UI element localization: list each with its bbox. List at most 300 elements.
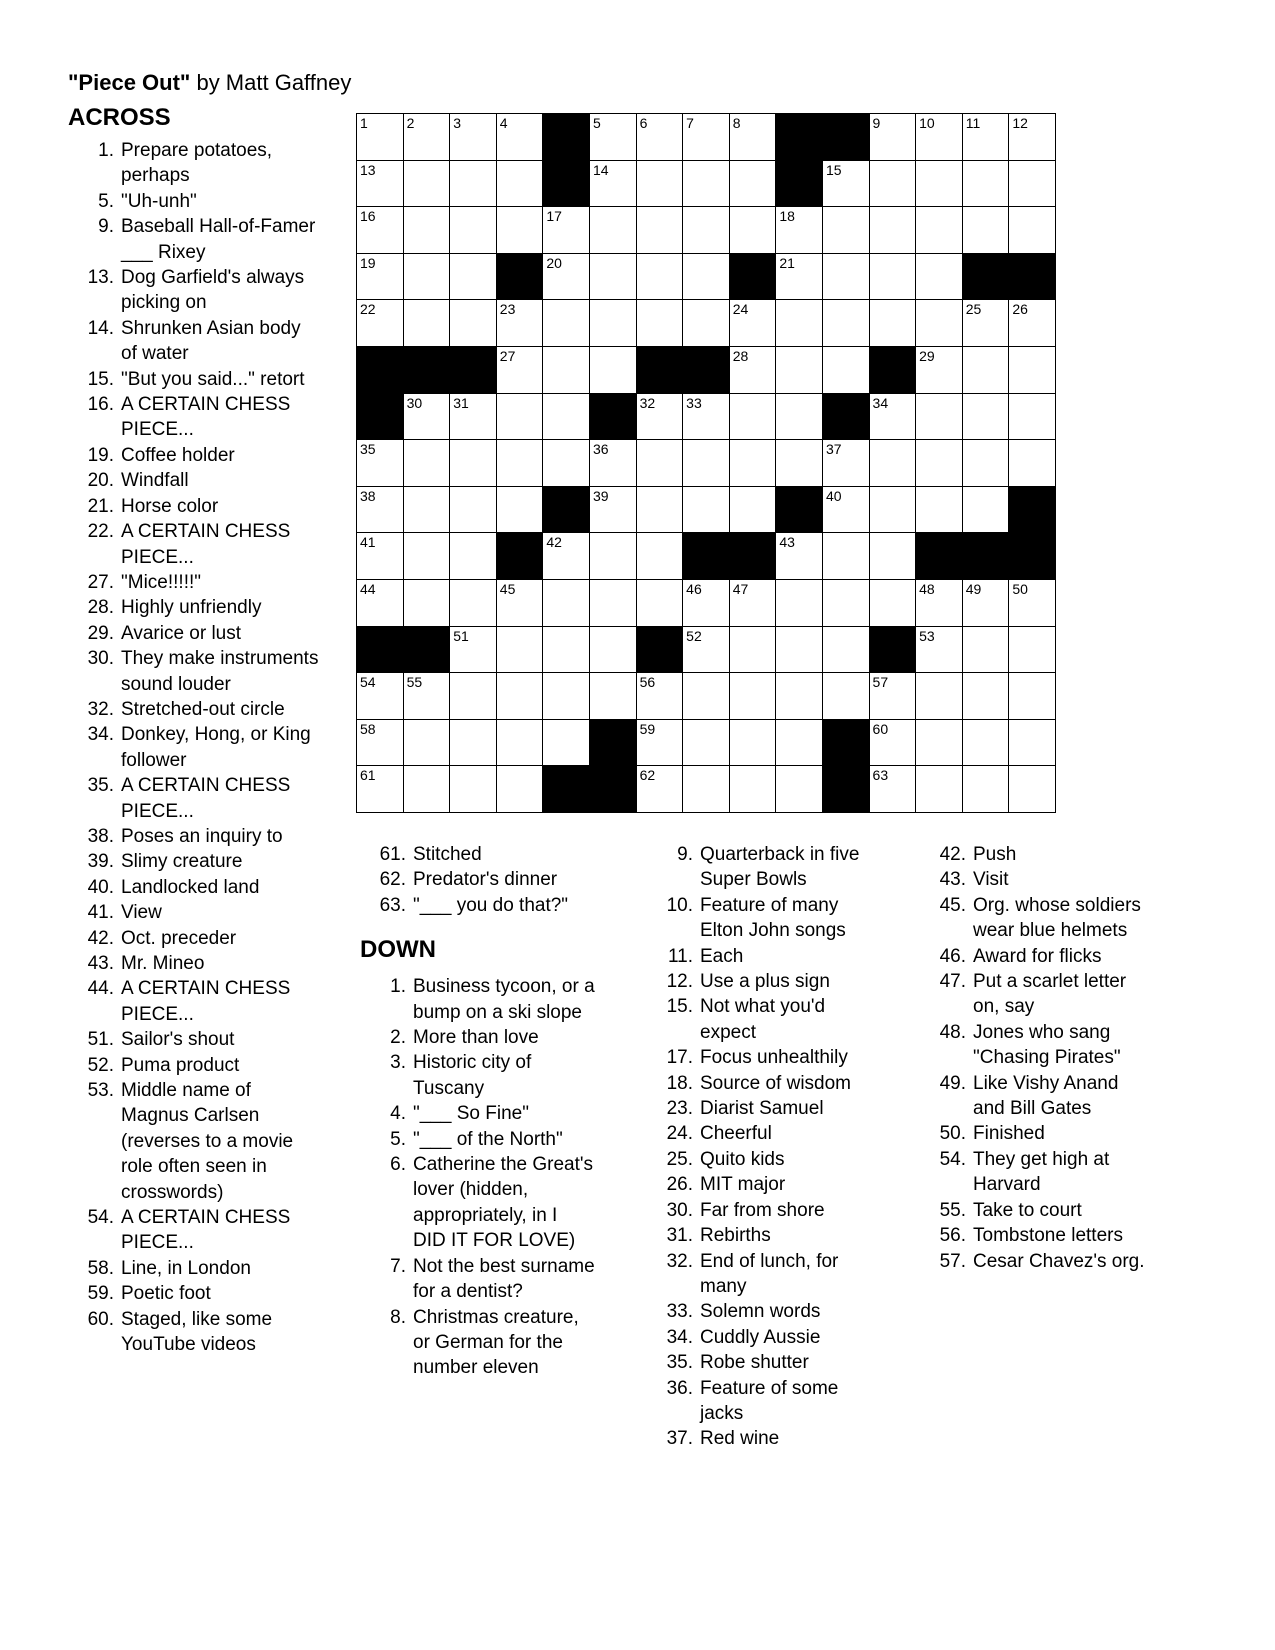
grid-cell[interactable] bbox=[637, 300, 684, 347]
grid-cell-number: 18 bbox=[779, 208, 795, 225]
grid-cell[interactable] bbox=[776, 720, 823, 767]
clue-text: Source of wisdom bbox=[700, 1072, 852, 1094]
grid-cell[interactable] bbox=[404, 207, 451, 254]
grid-cell[interactable] bbox=[357, 580, 404, 627]
clue-item bbox=[68, 646, 324, 697]
grid-cell[interactable] bbox=[683, 254, 730, 301]
grid-cell[interactable] bbox=[776, 580, 823, 627]
clue-text: Coffee holder bbox=[121, 444, 235, 466]
grid-cell[interactable] bbox=[497, 673, 544, 720]
grid-cell[interactable] bbox=[916, 347, 963, 394]
grid-cell[interactable] bbox=[1009, 580, 1056, 627]
clue-item bbox=[641, 1376, 881, 1427]
grid-cell-number: 43 bbox=[779, 534, 795, 551]
grid-cell[interactable] bbox=[590, 440, 637, 487]
grid-cell[interactable] bbox=[730, 114, 777, 161]
grid-cell[interactable] bbox=[590, 254, 637, 301]
clue-item bbox=[68, 926, 324, 951]
clue-item bbox=[68, 595, 324, 620]
grid-cell-number: 12 bbox=[1012, 115, 1028, 131]
grid-cell[interactable] bbox=[590, 347, 637, 394]
clue-item bbox=[641, 1147, 881, 1172]
clue-item bbox=[68, 1281, 324, 1306]
grid-cell[interactable] bbox=[404, 533, 451, 580]
grid-cell[interactable] bbox=[823, 347, 870, 394]
grid-cell-black bbox=[823, 720, 870, 767]
grid-cell[interactable] bbox=[590, 487, 637, 534]
grid-cell[interactable] bbox=[404, 487, 451, 534]
grid-cell[interactable] bbox=[497, 440, 544, 487]
grid-cell[interactable] bbox=[637, 394, 684, 441]
grid-cell[interactable] bbox=[357, 440, 404, 487]
grid-cell[interactable] bbox=[1009, 347, 1056, 394]
grid-cell[interactable] bbox=[637, 440, 684, 487]
clue-item bbox=[68, 494, 324, 519]
grid-cell[interactable] bbox=[543, 580, 590, 627]
grid-cell-black bbox=[870, 627, 917, 674]
grid-cell-number: 13 bbox=[360, 161, 376, 178]
grid-cell[interactable] bbox=[730, 394, 777, 441]
grid-cell[interactable] bbox=[683, 394, 730, 441]
grid-cell[interactable] bbox=[683, 300, 730, 347]
clue-text: End of lunch, for many bbox=[700, 1250, 839, 1297]
grid-cell[interactable] bbox=[870, 766, 917, 813]
grid-cell[interactable] bbox=[683, 207, 730, 254]
grid-cell-number: 38 bbox=[360, 487, 376, 504]
grid-cell[interactable] bbox=[357, 114, 404, 161]
grid-cell[interactable] bbox=[404, 114, 451, 161]
grid-cell[interactable] bbox=[963, 720, 1010, 767]
grid-cell[interactable] bbox=[404, 580, 451, 627]
grid-cell[interactable] bbox=[497, 300, 544, 347]
grid-cell[interactable] bbox=[683, 487, 730, 534]
grid-cell[interactable] bbox=[916, 114, 963, 161]
clue-number: 10. bbox=[666, 894, 693, 916]
grid-cell[interactable] bbox=[870, 300, 917, 347]
clue-text: They make instruments sound louder bbox=[121, 648, 319, 695]
clue-text: "Uh-unh" bbox=[121, 190, 197, 212]
grid-cell[interactable] bbox=[683, 440, 730, 487]
grid-cell[interactable] bbox=[543, 207, 590, 254]
grid-cell-black bbox=[1009, 254, 1056, 301]
grid-cell[interactable] bbox=[1009, 766, 1056, 813]
grid-cell[interactable] bbox=[870, 394, 917, 441]
clue-item bbox=[68, 1053, 324, 1078]
grid-cell[interactable] bbox=[497, 394, 544, 441]
bottom-column-1 bbox=[354, 842, 614, 1381]
clue-number: 31. bbox=[666, 1225, 693, 1247]
grid-cell[interactable] bbox=[916, 254, 963, 301]
grid-cell[interactable] bbox=[730, 347, 777, 394]
grid-cell[interactable] bbox=[776, 394, 823, 441]
grid-cell[interactable] bbox=[497, 580, 544, 627]
grid-cell-black bbox=[823, 766, 870, 813]
grid-cell-black bbox=[823, 114, 870, 161]
clue-number: 35. bbox=[666, 1352, 693, 1374]
clue-item bbox=[914, 1249, 1159, 1274]
grid-cell[interactable] bbox=[963, 487, 1010, 534]
across-clue-list-continued bbox=[354, 842, 614, 918]
grid-cell[interactable] bbox=[963, 580, 1010, 627]
clue-text: Finished bbox=[973, 1123, 1045, 1145]
clue-number: 7. bbox=[390, 1255, 406, 1277]
grid-cell[interactable] bbox=[916, 766, 963, 813]
grid-cell[interactable] bbox=[543, 394, 590, 441]
grid-cell[interactable] bbox=[683, 673, 730, 720]
grid-cell[interactable] bbox=[404, 673, 451, 720]
clue-number: 47. bbox=[939, 971, 966, 993]
grid-cell[interactable] bbox=[543, 254, 590, 301]
grid-cell[interactable] bbox=[1009, 673, 1056, 720]
grid-cell[interactable] bbox=[450, 627, 497, 674]
grid-cell[interactable] bbox=[450, 254, 497, 301]
grid-cell[interactable] bbox=[776, 300, 823, 347]
grid-cell-black bbox=[543, 161, 590, 208]
clue-item bbox=[68, 214, 324, 265]
grid-cell[interactable] bbox=[590, 300, 637, 347]
grid-cell-number: 53 bbox=[919, 627, 935, 644]
grid-cell[interactable] bbox=[450, 440, 497, 487]
clue-item bbox=[914, 1071, 1159, 1122]
clue-text: Red wine bbox=[700, 1428, 780, 1450]
clue-item bbox=[354, 842, 614, 867]
grid-cell[interactable] bbox=[823, 300, 870, 347]
grid-cell-number: 29 bbox=[919, 347, 935, 364]
grid-cell[interactable] bbox=[404, 766, 451, 813]
grid-cell[interactable] bbox=[730, 440, 777, 487]
grid-cell[interactable] bbox=[776, 347, 823, 394]
clue-item bbox=[914, 1121, 1159, 1146]
clue-item bbox=[68, 1205, 324, 1256]
grid-cell[interactable] bbox=[1009, 394, 1056, 441]
grid-cell[interactable] bbox=[1009, 114, 1056, 161]
grid-cell[interactable] bbox=[730, 766, 777, 813]
grid-cell[interactable] bbox=[730, 673, 777, 720]
clue-text: Feature of some jacks bbox=[700, 1377, 839, 1424]
clue-text: Cesar Chavez's org. bbox=[973, 1250, 1145, 1272]
grid-cell[interactable] bbox=[357, 673, 404, 720]
clue-number: 19. bbox=[87, 444, 114, 466]
grid-cell[interactable] bbox=[683, 720, 730, 767]
grid-cell-black bbox=[404, 627, 451, 674]
grid-cell[interactable] bbox=[870, 673, 917, 720]
grid-cell[interactable] bbox=[870, 533, 917, 580]
grid-cell[interactable] bbox=[823, 254, 870, 301]
grid-cell[interactable] bbox=[963, 394, 1010, 441]
grid-cell[interactable] bbox=[543, 347, 590, 394]
grid-cell[interactable] bbox=[963, 440, 1010, 487]
grid-cell[interactable] bbox=[450, 487, 497, 534]
grid-cell[interactable] bbox=[823, 440, 870, 487]
clue-item bbox=[641, 1426, 881, 1451]
grid-cell[interactable] bbox=[357, 766, 404, 813]
grid-cell[interactable] bbox=[916, 627, 963, 674]
clue-number: 57. bbox=[939, 1250, 966, 1272]
grid-cell[interactable] bbox=[963, 766, 1010, 813]
grid-cell[interactable] bbox=[543, 627, 590, 674]
grid-cell[interactable] bbox=[357, 254, 404, 301]
grid-cell[interactable] bbox=[730, 300, 777, 347]
clue-text: Stretched-out circle bbox=[121, 698, 285, 720]
clue-number: 18. bbox=[666, 1072, 693, 1094]
clue-text: A CERTAIN CHESS PIECE... bbox=[121, 394, 291, 441]
clue-text: A CERTAIN CHESS PIECE... bbox=[121, 978, 291, 1025]
grid-cell[interactable] bbox=[497, 627, 544, 674]
grid-cell[interactable] bbox=[637, 487, 684, 534]
crossword-grid[interactable] bbox=[356, 113, 1056, 813]
grid-cell-number: 26 bbox=[1012, 301, 1028, 318]
grid-cell[interactable] bbox=[776, 766, 823, 813]
grid-cell[interactable] bbox=[497, 161, 544, 208]
grid-cell[interactable] bbox=[963, 161, 1010, 208]
grid-cell[interactable] bbox=[916, 161, 963, 208]
grid-cell[interactable] bbox=[916, 440, 963, 487]
clue-number: 5. bbox=[390, 1128, 406, 1150]
grid-cell[interactable] bbox=[870, 487, 917, 534]
clue-number: 15. bbox=[666, 996, 693, 1018]
grid-cell[interactable] bbox=[637, 580, 684, 627]
grid-cell[interactable] bbox=[870, 114, 917, 161]
grid-cell[interactable] bbox=[637, 533, 684, 580]
grid-cell[interactable] bbox=[683, 766, 730, 813]
grid-cell[interactable] bbox=[823, 580, 870, 627]
grid-cell[interactable] bbox=[404, 300, 451, 347]
grid-cell[interactable] bbox=[543, 300, 590, 347]
grid-cell[interactable] bbox=[357, 300, 404, 347]
grid-cell[interactable] bbox=[870, 580, 917, 627]
grid-cell[interactable] bbox=[543, 533, 590, 580]
grid-cell[interactable] bbox=[730, 720, 777, 767]
grid-cell[interactable] bbox=[776, 207, 823, 254]
grid-cell[interactable] bbox=[730, 487, 777, 534]
grid-cell-number: 25 bbox=[965, 301, 982, 318]
grid-cell[interactable] bbox=[1009, 207, 1056, 254]
grid-cell[interactable] bbox=[963, 627, 1010, 674]
clue-number: 43. bbox=[87, 953, 114, 974]
clue-number: 27. bbox=[87, 571, 114, 593]
grid-cell[interactable] bbox=[823, 533, 870, 580]
grid-cell[interactable] bbox=[590, 533, 637, 580]
grid-cell[interactable] bbox=[357, 207, 404, 254]
clue-item bbox=[914, 1020, 1159, 1071]
grid-cell[interactable] bbox=[404, 161, 451, 208]
grid-cell[interactable] bbox=[450, 161, 497, 208]
clue-item bbox=[68, 697, 324, 722]
clue-text: Quito kids bbox=[700, 1148, 785, 1170]
grid-cell[interactable] bbox=[497, 114, 544, 161]
grid-cell[interactable] bbox=[683, 114, 730, 161]
grid-cell[interactable] bbox=[963, 207, 1010, 254]
grid-cell[interactable] bbox=[637, 673, 684, 720]
grid-cell[interactable] bbox=[543, 720, 590, 767]
grid-cell[interactable] bbox=[916, 673, 963, 720]
grid-cell[interactable] bbox=[683, 580, 730, 627]
clue-text: "___ of the North" bbox=[413, 1128, 563, 1150]
grid-cell-black bbox=[543, 114, 590, 161]
grid-cell-number: 36 bbox=[592, 441, 609, 458]
grid-cell[interactable] bbox=[823, 487, 870, 534]
grid-cell-black bbox=[776, 487, 823, 534]
grid-cell[interactable] bbox=[637, 720, 684, 767]
grid-cell[interactable] bbox=[404, 254, 451, 301]
grid-cell[interactable] bbox=[870, 720, 917, 767]
grid-cell[interactable] bbox=[916, 300, 963, 347]
clue-number: 37. bbox=[666, 1428, 693, 1450]
clue-item bbox=[354, 1254, 614, 1305]
grid-cell[interactable] bbox=[776, 627, 823, 674]
grid-cell-black bbox=[404, 347, 451, 394]
clue-item bbox=[641, 1172, 881, 1197]
grid-cell-black bbox=[776, 114, 823, 161]
clue-number: 63. bbox=[379, 894, 406, 916]
grid-cell[interactable] bbox=[497, 766, 544, 813]
grid-cell[interactable] bbox=[590, 673, 637, 720]
grid-cell[interactable] bbox=[357, 161, 404, 208]
clue-item bbox=[354, 1127, 614, 1152]
grid-cell[interactable] bbox=[916, 720, 963, 767]
grid-cell[interactable] bbox=[1009, 720, 1056, 767]
clue-item bbox=[641, 1198, 881, 1223]
grid-cell-number: 58 bbox=[360, 720, 376, 737]
grid-cell[interactable] bbox=[730, 580, 777, 627]
grid-cell-number: 35 bbox=[360, 441, 376, 458]
puzzle-title-byline: by Matt Gaffney bbox=[190, 70, 352, 95]
clue-item bbox=[68, 849, 324, 874]
clue-number: 12. bbox=[666, 971, 693, 993]
clue-text: Solemn words bbox=[700, 1301, 821, 1323]
grid-cell[interactable] bbox=[404, 440, 451, 487]
grid-cell[interactable] bbox=[450, 300, 497, 347]
grid-cell[interactable] bbox=[776, 254, 823, 301]
grid-cell[interactable] bbox=[357, 720, 404, 767]
grid-cell[interactable] bbox=[637, 114, 684, 161]
grid-cell[interactable] bbox=[450, 114, 497, 161]
grid-cell-number: 19 bbox=[360, 254, 376, 271]
grid-cell[interactable] bbox=[497, 720, 544, 767]
clue-text: Middle name of Magnus Carlsen (reverses to a movie role often seen in crosswords) bbox=[121, 1080, 294, 1203]
clue-number: 60. bbox=[87, 1308, 114, 1330]
clue-number: 6. bbox=[390, 1154, 406, 1176]
clue-item bbox=[914, 944, 1159, 969]
clue-number: 52. bbox=[87, 1054, 114, 1076]
grid-cell[interactable] bbox=[637, 766, 684, 813]
grid-cell[interactable] bbox=[870, 254, 917, 301]
grid-cell[interactable] bbox=[963, 673, 1010, 720]
grid-cell-black bbox=[730, 533, 777, 580]
grid-cell[interactable] bbox=[637, 254, 684, 301]
grid-cell[interactable] bbox=[776, 440, 823, 487]
grid-cell-number: 20 bbox=[546, 254, 562, 271]
grid-cell[interactable] bbox=[823, 673, 870, 720]
grid-cell[interactable] bbox=[543, 673, 590, 720]
grid-cell-black bbox=[963, 533, 1010, 580]
grid-cell[interactable] bbox=[1009, 440, 1056, 487]
grid-cell[interactable] bbox=[450, 207, 497, 254]
grid-cell-number: 61 bbox=[360, 767, 376, 784]
grid-cell[interactable] bbox=[497, 487, 544, 534]
clue-item bbox=[68, 824, 324, 849]
clue-item bbox=[914, 1147, 1159, 1198]
grid-cell-number: 30 bbox=[406, 394, 423, 411]
clue-item bbox=[354, 1152, 614, 1254]
grid-cell[interactable] bbox=[683, 627, 730, 674]
grid-cell[interactable] bbox=[963, 347, 1010, 394]
grid-cell[interactable] bbox=[357, 487, 404, 534]
grid-cell[interactable] bbox=[823, 161, 870, 208]
grid-cell[interactable] bbox=[823, 207, 870, 254]
clue-text: Staged, like some YouTube videos bbox=[121, 1308, 273, 1356]
grid-cell[interactable] bbox=[916, 487, 963, 534]
clue-number: 53. bbox=[87, 1080, 114, 1102]
grid-cell[interactable] bbox=[590, 627, 637, 674]
grid-cell-black bbox=[637, 627, 684, 674]
grid-cell[interactable] bbox=[870, 207, 917, 254]
grid-cell[interactable] bbox=[730, 627, 777, 674]
grid-cell[interactable] bbox=[497, 347, 544, 394]
grid-cell-black bbox=[776, 161, 823, 208]
grid-cell[interactable] bbox=[963, 114, 1010, 161]
grid-cell[interactable] bbox=[683, 161, 730, 208]
grid-cell[interactable] bbox=[963, 300, 1010, 347]
grid-cell-number: 24 bbox=[732, 301, 749, 318]
grid-cell[interactable] bbox=[730, 207, 777, 254]
clue-item bbox=[914, 893, 1159, 944]
grid-cell[interactable] bbox=[450, 394, 497, 441]
clue-text: MIT major bbox=[700, 1174, 786, 1196]
grid-cell[interactable] bbox=[870, 161, 917, 208]
grid-cell[interactable] bbox=[543, 440, 590, 487]
grid-cell[interactable] bbox=[1009, 300, 1056, 347]
grid-cell[interactable] bbox=[1009, 627, 1056, 674]
grid-cell[interactable] bbox=[916, 580, 963, 627]
grid-cell[interactable] bbox=[450, 766, 497, 813]
clue-number: 45. bbox=[939, 894, 966, 916]
grid-cell[interactable] bbox=[916, 207, 963, 254]
grid-cell[interactable] bbox=[357, 533, 404, 580]
grid-cell-number: 5 bbox=[592, 115, 601, 131]
grid-cell[interactable] bbox=[404, 394, 451, 441]
grid-cell[interactable] bbox=[730, 161, 777, 208]
grid-cell[interactable] bbox=[450, 720, 497, 767]
clue-item bbox=[641, 1350, 881, 1375]
grid-cell[interactable] bbox=[590, 161, 637, 208]
grid-cell[interactable] bbox=[497, 207, 544, 254]
grid-cell[interactable] bbox=[637, 207, 684, 254]
grid-cell[interactable] bbox=[637, 161, 684, 208]
grid-cell[interactable] bbox=[450, 533, 497, 580]
grid-cell-black bbox=[357, 627, 404, 674]
grid-cell[interactable] bbox=[450, 673, 497, 720]
grid-cell[interactable] bbox=[823, 627, 870, 674]
grid-cell[interactable] bbox=[404, 720, 451, 767]
grid-cell-number: 21 bbox=[779, 254, 795, 271]
grid-cell[interactable] bbox=[590, 207, 637, 254]
grid-cell[interactable] bbox=[1009, 161, 1056, 208]
grid-cell[interactable] bbox=[776, 673, 823, 720]
grid-cell[interactable] bbox=[590, 114, 637, 161]
clue-text: Org. whose soldiers wear blue helmets bbox=[973, 894, 1141, 942]
clue-item bbox=[68, 722, 324, 773]
grid-cell-number: 4 bbox=[499, 115, 508, 131]
clue-text: Prepare potatoes, perhaps bbox=[121, 140, 273, 187]
clue-text: Poses an inquiry to bbox=[121, 825, 283, 847]
grid-cell[interactable] bbox=[450, 580, 497, 627]
clue-number: 36. bbox=[666, 1377, 693, 1399]
grid-cell[interactable] bbox=[776, 533, 823, 580]
grid-cell[interactable] bbox=[590, 580, 637, 627]
grid-cell[interactable] bbox=[870, 440, 917, 487]
grid-cell[interactable] bbox=[916, 394, 963, 441]
